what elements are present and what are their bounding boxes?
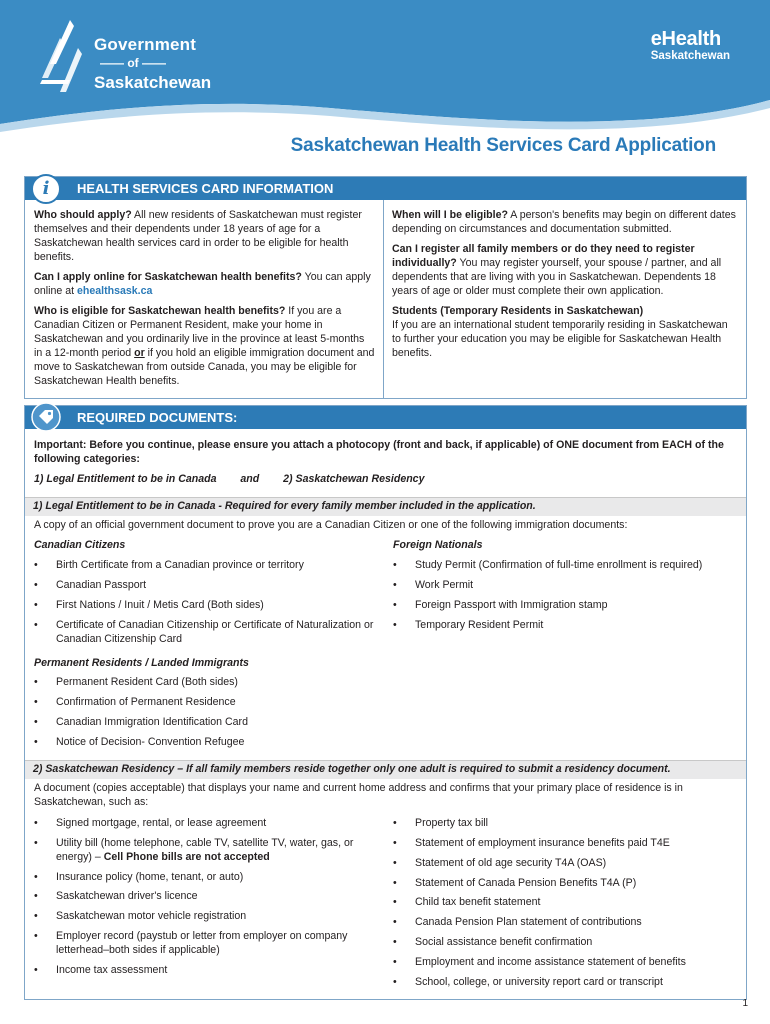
ehealth-line-1: eHealth [650, 28, 721, 50]
faq-students: Students (Temporary Residents in Saskatchewan) If you are an international student temporarily residing in Saskatchewan to further your education you may be eligible for Saskatchewan Health benefits. [392, 304, 728, 359]
permanent-residents-title: Permanent Residents / Landed Immigrants [34, 656, 249, 669]
list-item: • Foreign Passport with Immigration stamp [393, 599, 743, 613]
list-item: • Signed mortgage, rental, or lease agreement [34, 817, 379, 831]
info-heading-text: HEALTH SERVICES CARD INFORMATION [77, 181, 334, 196]
category-and: and [240, 472, 260, 485]
category-1: 1) Legal Entitlement to be in Canada [34, 472, 217, 485]
ehealth-line-2: Saskatchewan [650, 50, 730, 63]
list-item: • Employment and income assistance statement of benefits [393, 956, 745, 970]
government-logo [30, 18, 90, 98]
list-item: • Saskatchewan motor vehicle registration [34, 910, 379, 924]
list-item: • Employer record (paystub or letter from employer on company letterhead–both sides if applicable) [34, 930, 379, 958]
list-item: • Notice of Decision- Convention Refugee [34, 736, 737, 750]
list-item: • Income tax assessment [34, 964, 379, 978]
section-1-lists [34, 539, 737, 657]
faq-register-family: Can I register all family members or do they need to register individually? You may register yourself, your spouse / partner, and all dependents that are living with you in Saskatchewan. Dependents 18 years of age or older must complete their own application. [392, 242, 722, 297]
canadian-citizens-title: Canadian Citizens [34, 538, 126, 551]
list-item: • Statement of employment insurance benefits paid T4E [393, 837, 745, 851]
list-item: • Confirmation of Permanent Residence [34, 696, 737, 710]
categories-line [34, 473, 737, 487]
list-item: • Utility bill (home telephone, cable TV, satellite TV, water, gas, or energy) – Cell Phone bills are not accepted [34, 837, 379, 865]
list-item: • Property tax bill [393, 817, 745, 831]
list-item: • Canada Pension Plan statement of contributions [393, 916, 745, 930]
info-icon: i [31, 174, 61, 204]
section-2-intro: A document (copies acceptable) that displays your name and current home address and confirms that your primary place of residence is in Saskatchewan, such as: [34, 781, 683, 808]
list-item: • Child tax benefit statement [393, 896, 745, 910]
faq-who-apply: Who should apply? All new residents of Saskatchewan must register themselves and their dependents under 18 years of age for a Saskatchewan health services card in order to be eligible for health benefits. [34, 209, 362, 263]
info-left-column [34, 209, 375, 395]
list-item: • Canadian Immigration Identification Card [34, 716, 737, 730]
gov-line-2: —— of —— [100, 56, 167, 71]
residency-list-left [34, 817, 379, 985]
ehealth-link[interactable]: ehealthsask.ca [77, 284, 153, 297]
foreign-nationals-title: Foreign Nationals [393, 538, 483, 551]
required-heading-text: REQUIRED DOCUMENTS: [77, 410, 238, 425]
list-item: • Statement of Canada Pension Benefits T4A (P) [393, 877, 745, 891]
required-documents-section [24, 405, 747, 1000]
list-item: • Saskatchewan driver's licence [34, 890, 379, 904]
foreign-nationals-list [393, 539, 743, 639]
info-heading [25, 177, 746, 200]
list-item: • Birth Certificate from a Canadian province or territory [34, 559, 374, 573]
tag-icon [31, 402, 61, 432]
canadian-citizens-list [34, 539, 374, 653]
faq-when-eligible: When will I be eligible? A person's benefits may begin on different dates depending on circumstances and documentation submitted. [392, 209, 736, 235]
government-wordmark [94, 34, 211, 95]
column-divider [383, 200, 384, 398]
gov-line-3: Saskatchewan [94, 73, 212, 93]
section-1-intro: A copy of an official government document to prove you are a Canadian Citizen or one of the following immigration documents: [34, 518, 628, 531]
important-note: Important: Before you continue, please ensure you attach a photocopy (front and back, if applicable) of ONE document from EACH of the following categories: [34, 439, 724, 465]
section-1-bar: 1) Legal Entitlement to be in Canada - Required for every family member included in the application. [25, 497, 746, 516]
gov-line-1: Government [94, 35, 197, 54]
permanent-residents-list [34, 657, 737, 750]
required-heading [25, 406, 746, 429]
section-2-lists [34, 817, 737, 987]
list-item: • Study Permit (Confirmation of full-time enrollment is required) [393, 559, 743, 573]
info-right-column [392, 209, 738, 367]
section-2-bar: 2) Saskatchewan Residency – If all family members reside together only one adult is required to submit a residency document. [25, 760, 746, 779]
ehealth-logo [651, 26, 730, 65]
page-title: Saskatchewan Health Services Card Application [290, 135, 716, 156]
residency-list-right [393, 817, 745, 997]
list-item: • School, college, or university report card or transcript [393, 976, 745, 990]
info-section [24, 176, 747, 399]
page-number: 1 [742, 998, 748, 1009]
list-item: • First Nations / Inuit / Metis Card (Both sides) [34, 599, 374, 613]
faq-apply-online: Can I apply online for Saskatchewan health benefits? You can apply online at ehealthsask.ca [34, 270, 371, 297]
list-item: • Social assistance benefit confirmation [393, 936, 745, 950]
list-item: • Statement of old age security T4A (OAS) [393, 857, 745, 871]
faq-who-eligible: Who is eligible for Saskatchewan health benefits? If you are a Canadian Citizen or Permanent Resident, make your home in Saskatchewan and you ordinarily live in the province at least 5-months in a 12-month period or if you hold an eligible immigration document and move to Saskatchewan from outside Canada, you may be eligible for Saskatchewan Health benefits. [34, 304, 375, 387]
list-item: • Certificate of Canadian Citizenship or Certificate of Naturalization or Canadian Citizenship Card [34, 619, 374, 647]
category-2: 2) Saskatchewan Residency [283, 472, 425, 485]
cell-phone-warning: Cell Phone bills are not accepted [103, 850, 270, 863]
list-item: • Insurance policy (home, tenant, or auto) [34, 871, 379, 885]
list-item: • Temporary Resident Permit [393, 619, 743, 633]
list-item: • Canadian Passport [34, 579, 374, 593]
list-item: • Permanent Resident Card (Both sides) [34, 676, 737, 690]
list-item: • Work Permit [393, 579, 743, 593]
